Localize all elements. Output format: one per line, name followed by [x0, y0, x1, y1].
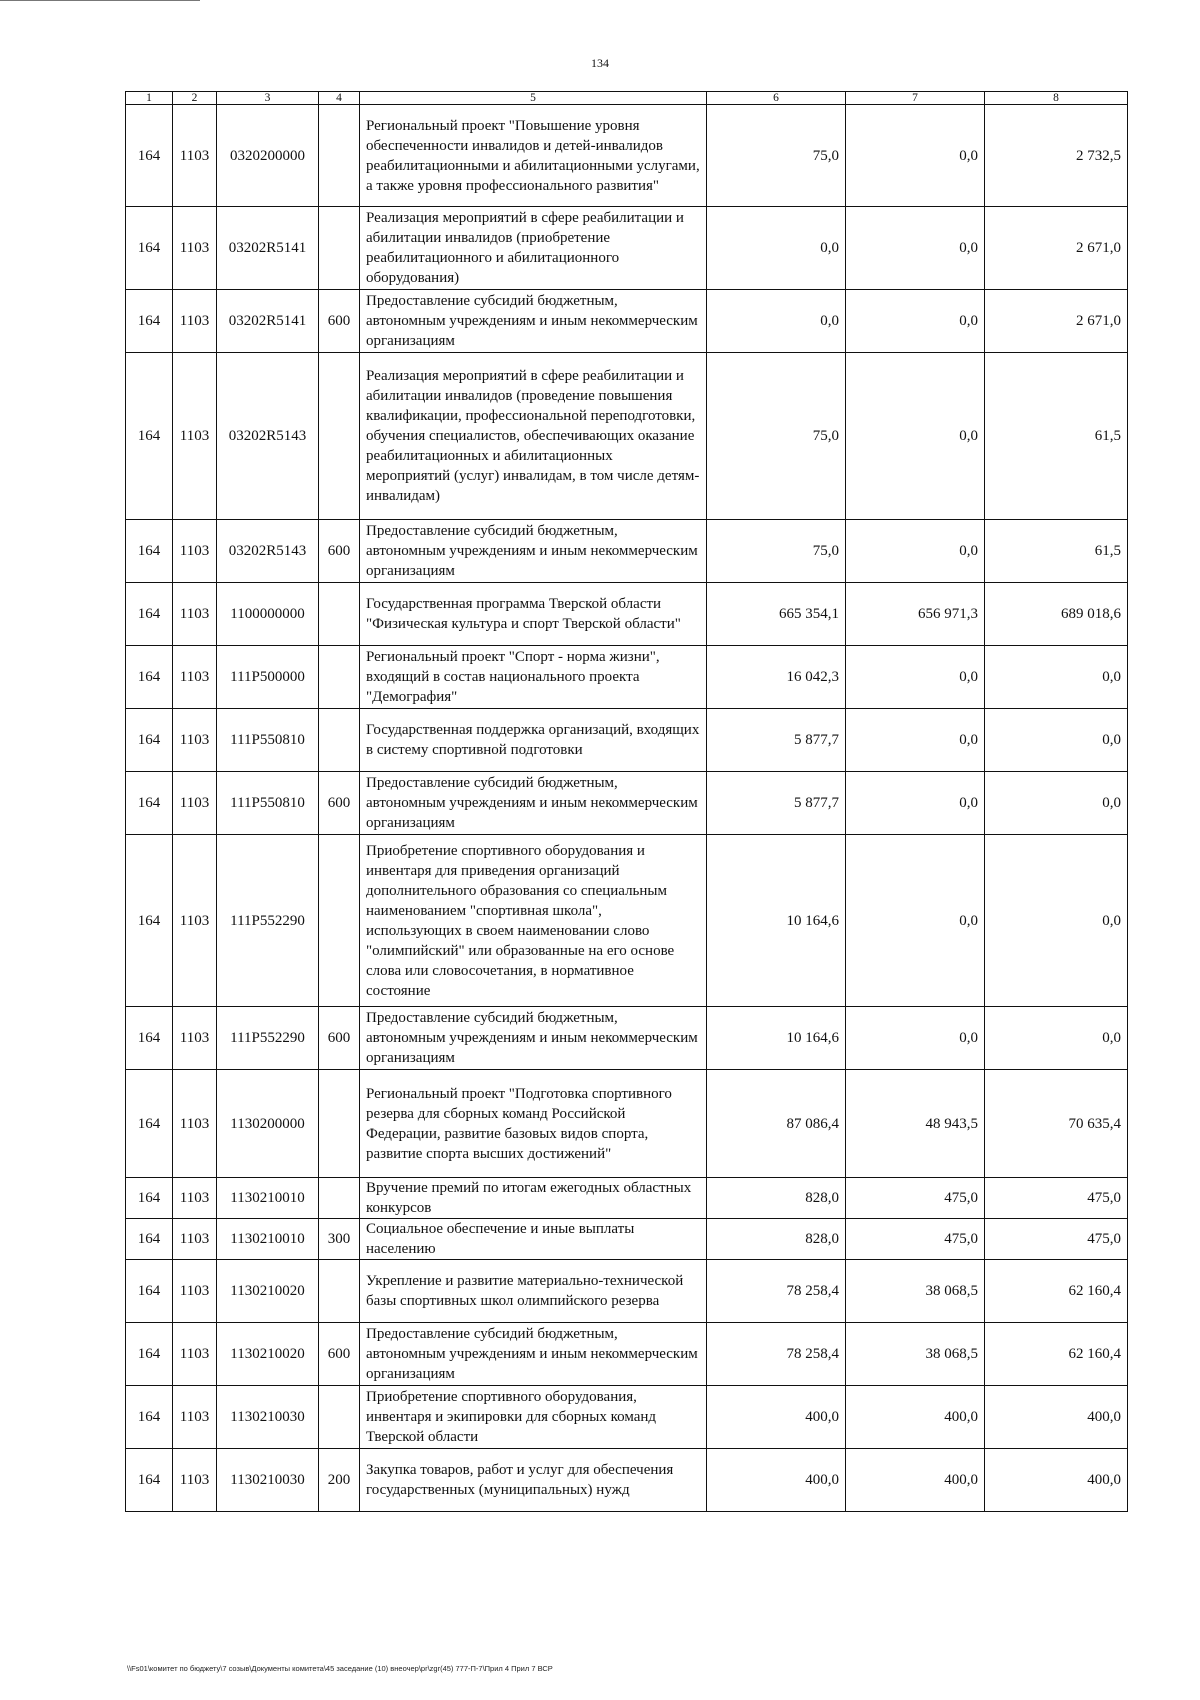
cell-glava: 164: [126, 1070, 173, 1178]
page-number: 134: [591, 56, 609, 70]
table-row: [126, 520, 1128, 583]
cell-amount-col6: 10 164,6: [707, 835, 846, 1007]
cell-expense-type: [319, 1178, 360, 1219]
cell-razdel: 1103: [173, 1178, 217, 1219]
cell-description: Вручение премий по итогам ежегодных областных конкурсов: [360, 1178, 707, 1219]
cell-razdel: 1103: [173, 772, 217, 835]
cell-target-article: 03202R5141: [217, 290, 319, 353]
cell-target-article: 03202R5143: [217, 353, 319, 520]
cell-glava: 164: [126, 290, 173, 353]
cell-razdel: 1103: [173, 1386, 217, 1449]
cell-amount-col8: 0,0: [985, 835, 1128, 1007]
cell-amount-col6: 16 042,3: [707, 646, 846, 709]
cell-razdel: 1103: [173, 520, 217, 583]
cell-glava: 164: [126, 1007, 173, 1070]
cell-glava: 164: [126, 353, 173, 520]
cell-expense-type: [319, 1386, 360, 1449]
cell-target-article: 111P500000: [217, 646, 319, 709]
table-row: [126, 835, 1128, 1007]
cell-target-article: 111P550810: [217, 772, 319, 835]
table-body: [126, 92, 1128, 1512]
cell-description: Государственная программа Тверской области "Физическая культура и спорт Тверской области": [360, 583, 707, 646]
cell-razdel: 1103: [173, 105, 217, 207]
cell-description: Укрепление и развитие материально-технической базы спортивных школ олимпийского резерва: [360, 1260, 707, 1323]
cell-expense-type: 600: [319, 290, 360, 353]
cell-amount-col8: 689 018,6: [985, 583, 1128, 646]
header-cell: 2: [173, 92, 217, 105]
cell-razdel: 1103: [173, 583, 217, 646]
cell-amount-col8: 400,0: [985, 1386, 1128, 1449]
cell-target-article: 1130210030: [217, 1449, 319, 1512]
cell-amount-col6: 400,0: [707, 1386, 846, 1449]
cell-description: Реализация мероприятий в сфере реабилитации и абилитации инвалидов (проведение повышения квалификации, профессиональной переподготовки, обучения специалистов, обеспечивающих оказание реабилитационных и абилитационных мероприятий (услуг) инвалидам, в том числе детям-инвалидам): [360, 353, 707, 520]
cell-amount-col6: 78 258,4: [707, 1323, 846, 1386]
cell-razdel: 1103: [173, 1260, 217, 1323]
cell-expense-type: [319, 835, 360, 1007]
cell-amount-col8: 70 635,4: [985, 1070, 1128, 1178]
column-number-row: [126, 92, 1128, 105]
cell-amount-col6: 665 354,1: [707, 583, 846, 646]
cell-razdel: 1103: [173, 835, 217, 1007]
cell-description: Закупка товаров, работ и услуг для обеспечения государственных (муниципальных) нужд: [360, 1449, 707, 1512]
cell-razdel: 1103: [173, 1007, 217, 1070]
cell-amount-col6: 10 164,6: [707, 1007, 846, 1070]
cell-amount-col8: 0,0: [985, 646, 1128, 709]
header-cell: 6: [707, 92, 846, 105]
cell-glava: 164: [126, 520, 173, 583]
table-row: [126, 1007, 1128, 1070]
cell-expense-type: [319, 207, 360, 290]
cell-amount-col8: 475,0: [985, 1178, 1128, 1219]
cell-target-article: 1130210020: [217, 1323, 319, 1386]
cell-amount-col7: 0,0: [846, 709, 985, 772]
cell-amount-col6: 0,0: [707, 290, 846, 353]
cell-target-article: 1130210010: [217, 1219, 319, 1260]
cell-amount-col6: 400,0: [707, 1449, 846, 1512]
cell-amount-col6: 5 877,7: [707, 772, 846, 835]
table-row: [126, 772, 1128, 835]
cell-glava: 164: [126, 835, 173, 1007]
cell-target-article: 1130210030: [217, 1386, 319, 1449]
table-row: [126, 1219, 1128, 1260]
cell-amount-col7: 0,0: [846, 353, 985, 520]
cell-razdel: 1103: [173, 1323, 217, 1386]
cell-target-article: 1130210010: [217, 1178, 319, 1219]
table-row: [126, 709, 1128, 772]
cell-description: Предоставление субсидий бюджетным, автономным учреждениям и иным некоммерческим организациям: [360, 520, 707, 583]
table-row: [126, 1449, 1128, 1512]
cell-amount-col7: 38 068,5: [846, 1323, 985, 1386]
cell-razdel: 1103: [173, 207, 217, 290]
header-cell: 1: [126, 92, 173, 105]
cell-amount-col7: 48 943,5: [846, 1070, 985, 1178]
header-cell: 4: [319, 92, 360, 105]
cell-amount-col7: 0,0: [846, 772, 985, 835]
cell-glava: 164: [126, 772, 173, 835]
cell-amount-col8: 2 732,5: [985, 105, 1128, 207]
cell-expense-type: [319, 646, 360, 709]
cell-glava: 164: [126, 1323, 173, 1386]
cell-target-article: 1130210020: [217, 1260, 319, 1323]
cell-amount-col6: 87 086,4: [707, 1070, 846, 1178]
file-path-footer: \\Fs01\комитет по бюджету\7 созыв\Документы комитета\45 заседание (10) внеочер\pr\zgr(45) 777-П-7\Прил 4 Прил 7 ВСР: [127, 1664, 553, 1673]
cell-expense-type: 600: [319, 520, 360, 583]
cell-description: Социальное обеспечение и иные выплаты населению: [360, 1219, 707, 1260]
cell-glava: 164: [126, 709, 173, 772]
cell-amount-col8: 62 160,4: [985, 1260, 1128, 1323]
cell-target-article: 1100000000: [217, 583, 319, 646]
table-row: [126, 1070, 1128, 1178]
header-cell: 5: [360, 92, 707, 105]
cell-amount-col7: 400,0: [846, 1449, 985, 1512]
cell-target-article: 1130200000: [217, 1070, 319, 1178]
cell-amount-col8: 2 671,0: [985, 207, 1128, 290]
cell-amount-col7: 656 971,3: [846, 583, 985, 646]
table-row: [126, 1323, 1128, 1386]
cell-glava: 164: [126, 1260, 173, 1323]
cell-glava: 164: [126, 1178, 173, 1219]
cell-expense-type: [319, 1260, 360, 1323]
cell-glava: 164: [126, 1219, 173, 1260]
cell-target-article: 111P552290: [217, 835, 319, 1007]
cell-expense-type: 600: [319, 1007, 360, 1070]
cell-amount-col7: 0,0: [846, 290, 985, 353]
cell-description: Предоставление субсидий бюджетным, автономным учреждениям и иным некоммерческим организациям: [360, 772, 707, 835]
cell-razdel: 1103: [173, 1449, 217, 1512]
cell-description: Государственная поддержка организаций, входящих в систему спортивной подготовки: [360, 709, 707, 772]
cell-amount-col7: 0,0: [846, 646, 985, 709]
cell-description: Региональный проект "Подготовка спортивного резерва для сборных команд Российской Федерации, развитие базовых видов спорта, развитие спорта высших достижений": [360, 1070, 707, 1178]
cell-amount-col7: 0,0: [846, 207, 985, 290]
cell-expense-type: [319, 1070, 360, 1178]
cell-description: Приобретение спортивного оборудования, инвентаря и экипировки для сборных команд Тверской области: [360, 1386, 707, 1449]
cell-amount-col6: 0,0: [707, 207, 846, 290]
cell-expense-type: 600: [319, 772, 360, 835]
header-cell: 3: [217, 92, 319, 105]
cell-razdel: 1103: [173, 353, 217, 520]
cell-amount-col7: 475,0: [846, 1219, 985, 1260]
cell-amount-col6: 828,0: [707, 1178, 846, 1219]
cell-amount-col7: 475,0: [846, 1178, 985, 1219]
cell-amount-col7: 0,0: [846, 520, 985, 583]
cell-razdel: 1103: [173, 1070, 217, 1178]
table-row: [126, 207, 1128, 290]
cell-amount-col8: 62 160,4: [985, 1323, 1128, 1386]
cell-expense-type: [319, 709, 360, 772]
table-row: [126, 646, 1128, 709]
header-cell: 8: [985, 92, 1128, 105]
cell-amount-col8: 0,0: [985, 1007, 1128, 1070]
cell-amount-col7: 0,0: [846, 835, 985, 1007]
cell-amount-col8: 2 671,0: [985, 290, 1128, 353]
cell-target-article: 03202R5143: [217, 520, 319, 583]
cell-description: Предоставление субсидий бюджетным, автономным учреждениям и иным некоммерческим организациям: [360, 1007, 707, 1070]
cell-amount-col8: 0,0: [985, 709, 1128, 772]
cell-description: Предоставление субсидий бюджетным, автономным учреждениям и иным некоммерческим организациям: [360, 290, 707, 353]
cell-target-article: 111P552290: [217, 1007, 319, 1070]
table-row: [126, 105, 1128, 207]
budget-table: [125, 91, 1128, 1512]
cell-target-article: 03202R5141: [217, 207, 319, 290]
cell-glava: 164: [126, 105, 173, 207]
cell-razdel: 1103: [173, 1219, 217, 1260]
cell-amount-col7: 38 068,5: [846, 1260, 985, 1323]
table-row: [126, 290, 1128, 353]
cell-glava: 164: [126, 1386, 173, 1449]
header-cell: 7: [846, 92, 985, 105]
cell-amount-col6: 75,0: [707, 353, 846, 520]
cell-glava: 164: [126, 207, 173, 290]
cell-razdel: 1103: [173, 290, 217, 353]
cell-description: Приобретение спортивного оборудования и инвентаря для приведения организаций дополнительного образования со специальным наименованием "спортивная школа", использующих в своем наименовании слово "олимпийский" или образованные на его основе слова или словосочетания, в нормативное состояние: [360, 835, 707, 1007]
cell-razdel: 1103: [173, 646, 217, 709]
cell-amount-col6: 78 258,4: [707, 1260, 846, 1323]
cell-description: Региональный проект "Спорт - норма жизни", входящий в состав национального проекта "Демография": [360, 646, 707, 709]
scan-artifact-line: [0, 0, 200, 1]
cell-target-article: 0320200000: [217, 105, 319, 207]
cell-amount-col8: 400,0: [985, 1449, 1128, 1512]
cell-amount-col6: 75,0: [707, 105, 846, 207]
cell-amount-col7: 0,0: [846, 105, 985, 207]
cell-expense-type: 300: [319, 1219, 360, 1260]
cell-razdel: 1103: [173, 709, 217, 772]
cell-expense-type: 600: [319, 1323, 360, 1386]
cell-expense-type: [319, 353, 360, 520]
cell-expense-type: [319, 583, 360, 646]
cell-amount-col7: 0,0: [846, 1007, 985, 1070]
cell-amount-col6: 828,0: [707, 1219, 846, 1260]
table-row: [126, 1386, 1128, 1449]
table-row: [126, 583, 1128, 646]
cell-description: Реализация мероприятий в сфере реабилитации и абилитации инвалидов (приобретение реабилитационного и абилитационного оборудования): [360, 207, 707, 290]
table-row: [126, 1178, 1128, 1219]
cell-amount-col8: 0,0: [985, 772, 1128, 835]
cell-glava: 164: [126, 646, 173, 709]
cell-amount-col8: 475,0: [985, 1219, 1128, 1260]
cell-amount-col8: 61,5: [985, 520, 1128, 583]
cell-glava: 164: [126, 1449, 173, 1512]
cell-amount-col8: 61,5: [985, 353, 1128, 520]
cell-glava: 164: [126, 583, 173, 646]
cell-target-article: 111P550810: [217, 709, 319, 772]
cell-expense-type: [319, 105, 360, 207]
cell-description: Предоставление субсидий бюджетным, автономным учреждениям и иным некоммерческим организациям: [360, 1323, 707, 1386]
cell-amount-col6: 5 877,7: [707, 709, 846, 772]
table-row: [126, 353, 1128, 520]
table-row: [126, 1260, 1128, 1323]
cell-amount-col6: 75,0: [707, 520, 846, 583]
cell-expense-type: 200: [319, 1449, 360, 1512]
cell-amount-col7: 400,0: [846, 1386, 985, 1449]
cell-description: Региональный проект "Повышение уровня обеспеченности инвалидов и детей-инвалидов реабилитационными и абилитационными услугами, а также уровня профессионального развития": [360, 105, 707, 207]
